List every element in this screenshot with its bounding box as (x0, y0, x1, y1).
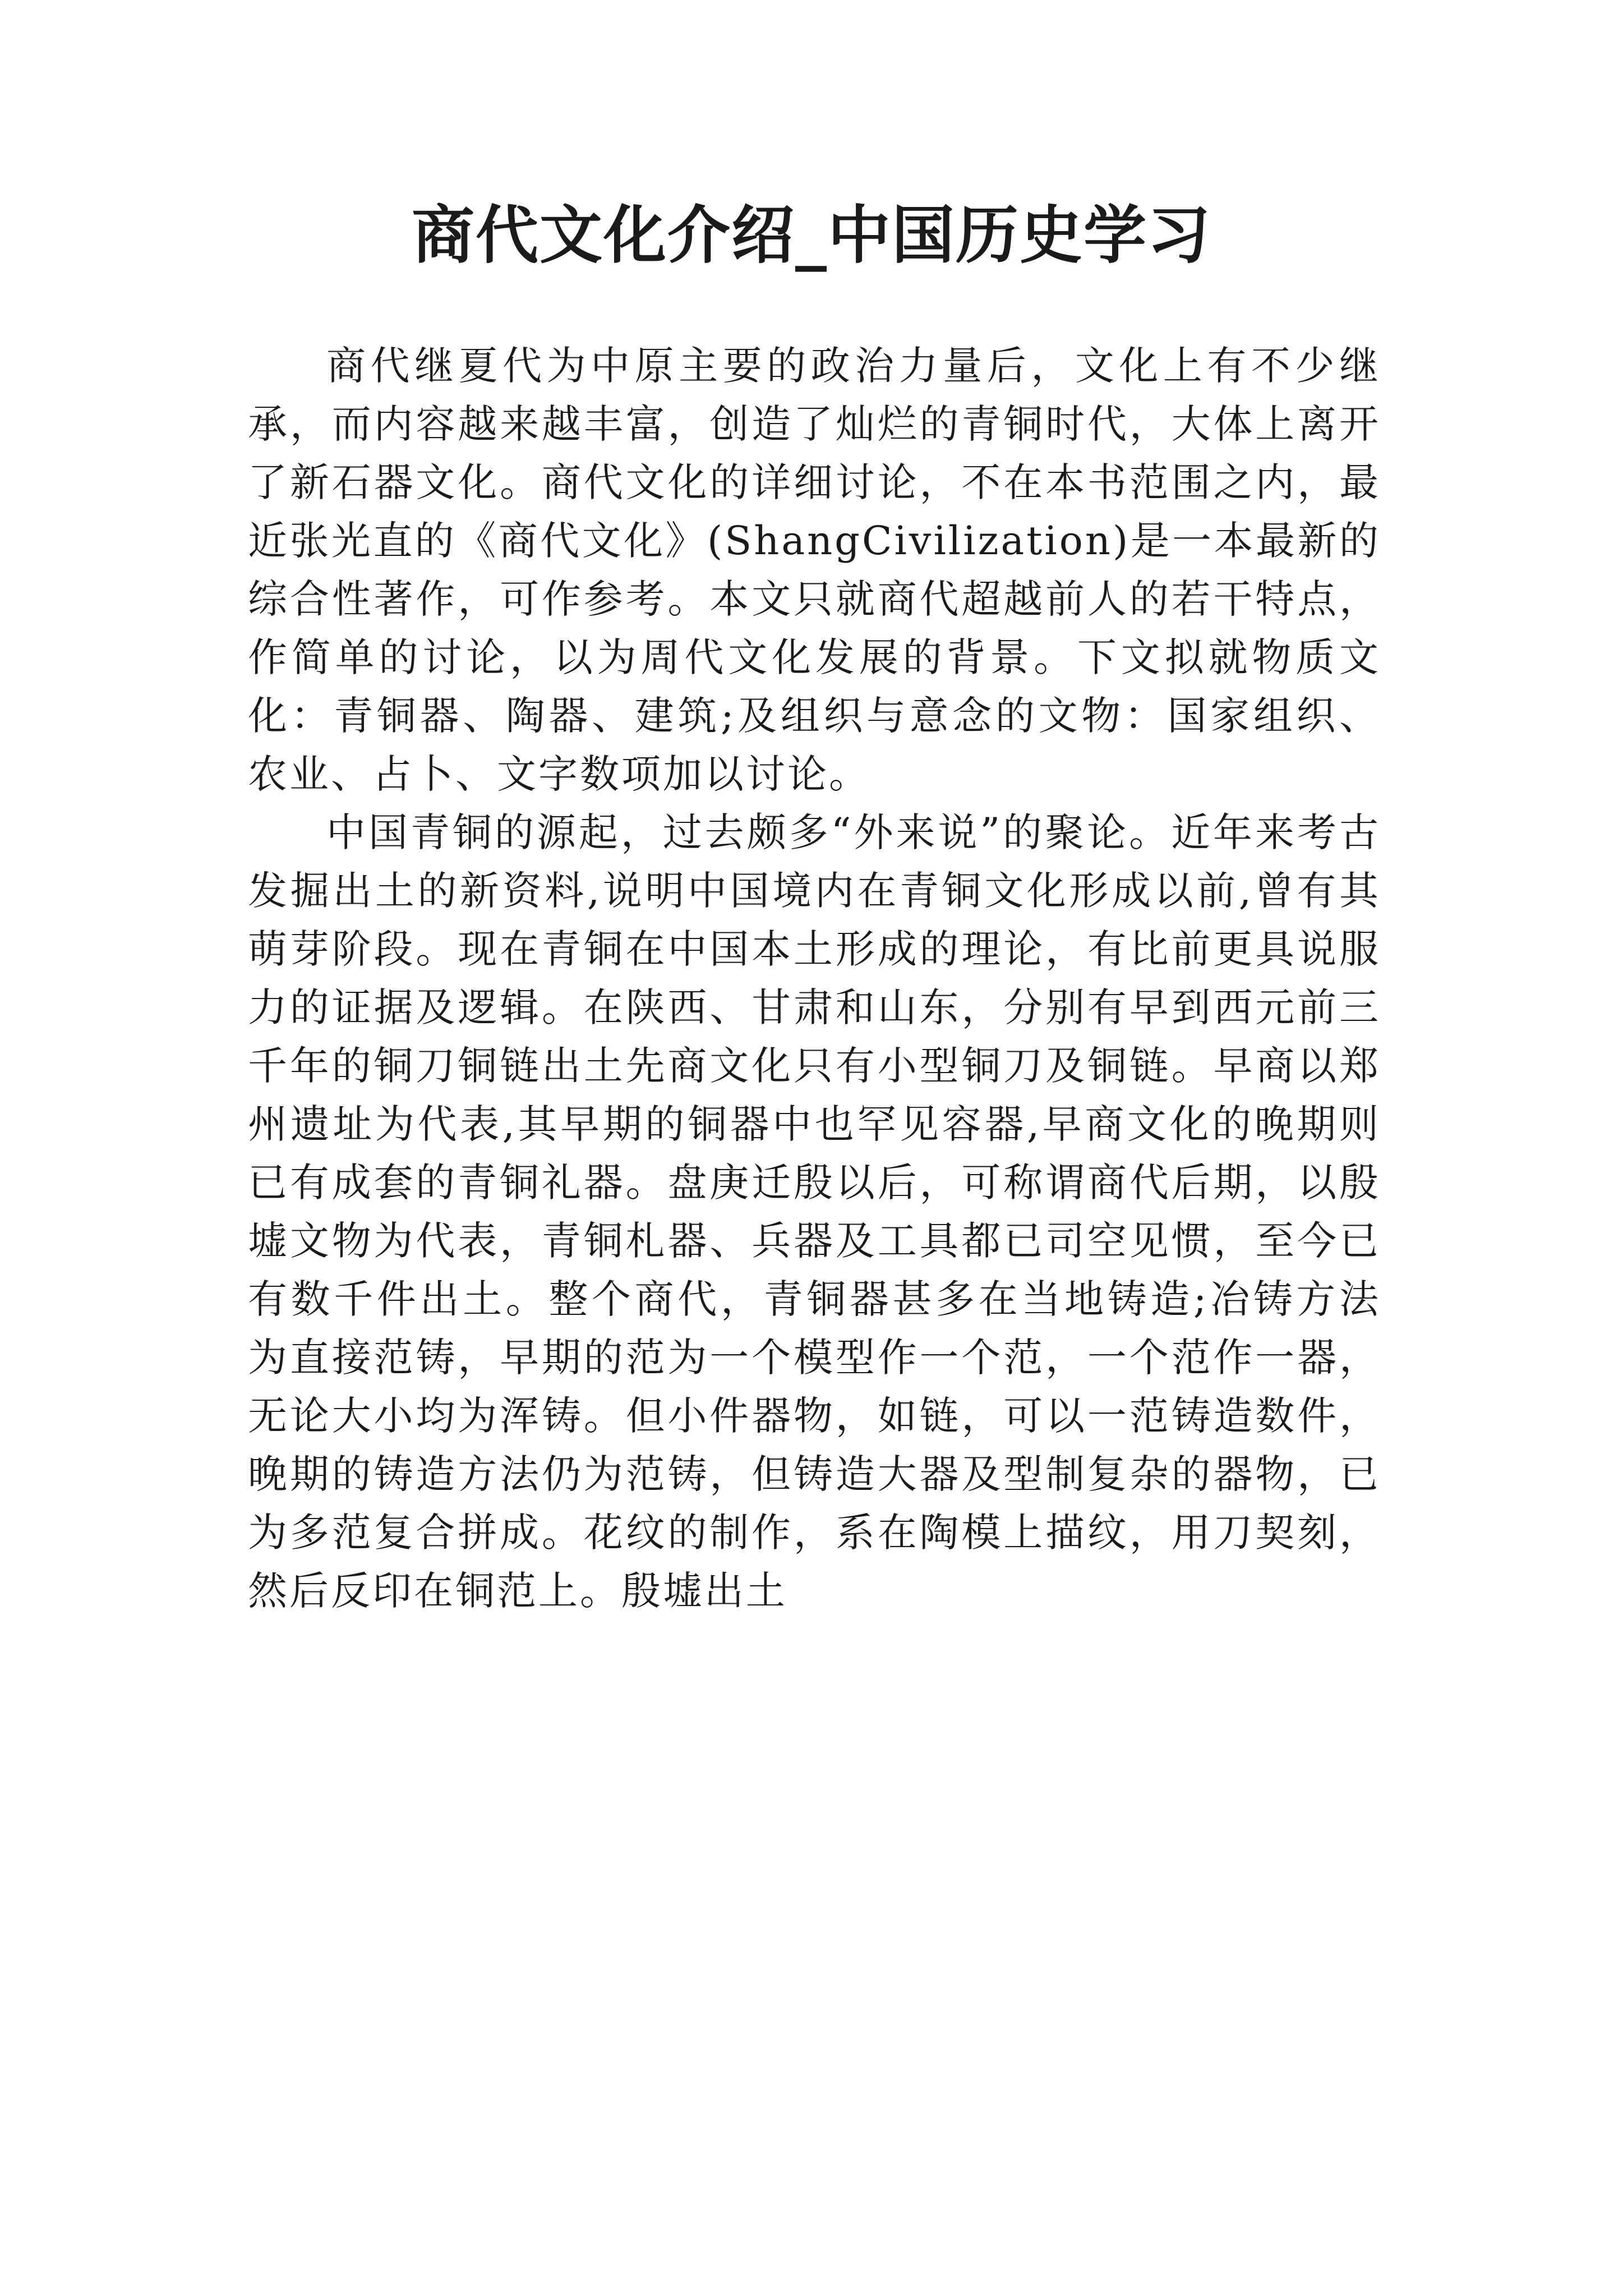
paragraph-2: 中国青铜的源起，过去颇多“外来说”的聚论。近年来考古发掘出土的新资料,说明中国境内在青铜文化形成以前,曾有其萌芽阶段。现在青铜在中国本土形成的理论，有比前更具说服力的证据及逻辑。在陕西、甘肃和山东，分别有早到西元前三千年的铜刀铜链出土先商文化只有小型铜刀及铜链。早商以郑州遗址为代表,其早期的铜器中也罕见容器,早商文化的晚期则已有成套的青铜礼器。盘庚迁殷以后，可称谓商代后期，以殷墟文物为代表，青铜札器、兵器及工具都已司空见惯，至今已有数千件出土。整个商代，青铜器甚多在当地铸造;冶铸方法为直接范铸，早期的范为一个模型作一个范，一个范作一器，无论大小均为浑铸。但小件器物，如链，可以一范铸造数件，晚期的铸造方法仍为范铸，但铸造大器及型制复杂的器物，已为多范复合拼成。花纹的制作，系在陶模上描纹，用刀契刻，然后反印在铜范上。殷墟出土 (248, 809, 1381, 1614)
document-body (248, 337, 1381, 1620)
paragraph-1: 商代继夏代为中原主要的政治力量后，文化上有不少继承，而内容越来越丰富，创造了灿烂的青铜时代，大体上离开了新石器文化。商代文化的详细讨论，不在本书范围之内，最近张光直的《商代文化》(ShangCivilization)是一本最新的综合性著作，可作参考。本文只就商代超越前人的若干特点，作简单的讨论，以为周代文化发展的背景。下文拟就物质文化：青铜器、陶器、建筑;及组织与意念的文物：国家组织、农业、占卜、文字数项加以讨论。 (248, 343, 1381, 797)
document-title: 商代文化介绍_中国历史学习 (412, 199, 1211, 272)
